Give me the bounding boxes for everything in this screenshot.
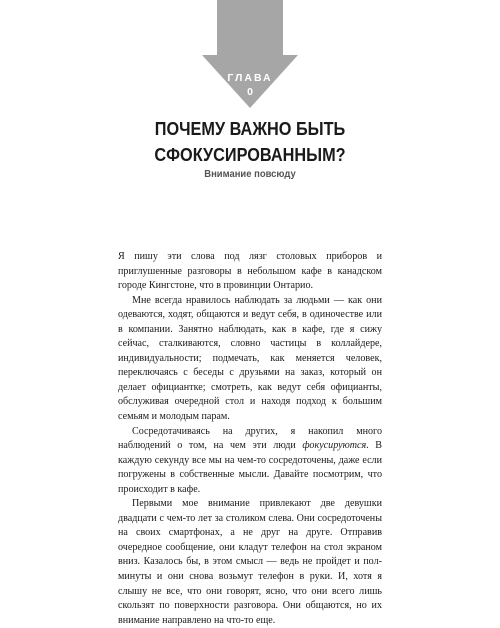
- chapter-title-line-2: СФОКУСИРОВАННЫМ?: [154, 144, 346, 165]
- paragraph-3: [118, 425, 382, 498]
- paragraph-3-text-b: . В каждую секунду все мы на чем-то сосредоточены, даже если погружены в собственные мысли. Давайте посмотрим, что происходит в кафе.: [118, 440, 383, 495]
- chapter-title-line-1: ПОЧЕМУ ВАЖНО БЫТЬ: [154, 118, 346, 139]
- body-text: [118, 250, 382, 628]
- chapter-number: 0: [247, 86, 253, 98]
- chapter-title: [30, 116, 470, 168]
- chapter-subtitle: Внимание повсюду: [204, 168, 296, 180]
- paragraph-3-emphasis: фокусируются: [302, 440, 367, 452]
- paragraph-3-text-a: Сосредотачиваясь на других, я накопил много наблюдений о том, на чем эти люди: [118, 425, 382, 452]
- paragraph-2: Мне всегда нравилось наблюдать за людьми — как они одеваются, ходят, общаются и ведут себя, в одиночестве или в компании. Занятно наблюдать, как в кафе, где я сижу сейчас, сталкиваются, словно частицы в коллайдере, индивидуальности; подмечать, как меняется человек, переключаясь с беседы с друзьями на заказ, который он делает официантке; смотреть, как ведут себя официанты, обслуживая очередной стол и находя подход к большим семьям и молодым парам.: [118, 294, 382, 423]
- paragraph-1: Я пишу эти слова под лязг столовых приборов и приглушенные разговоры в небольшом кафе в канадском городе Кингстоне, что в провинции Онтарио.: [118, 251, 382, 292]
- chapter-label: ГЛАВА: [227, 72, 273, 84]
- paragraph-4: Первыми мое внимание привлекают две девушки двадцати с чем-то лет за столиком слева. Они сосредоточены на своих смартфонах, а не друг на друге. Отправив очередное сообщение, они кладут телефон на стол экраном вниз. Казалось бы, в этом смысл — ведь не пройдет и пол-минуты и они снова возьмут телефон в руки. И, хотя я слышу не все, что они говорят, ясно, что они всего лишь скользят по поверхности разговора. Они общаются, но их внимание направлено на что-то еще.: [118, 498, 382, 626]
